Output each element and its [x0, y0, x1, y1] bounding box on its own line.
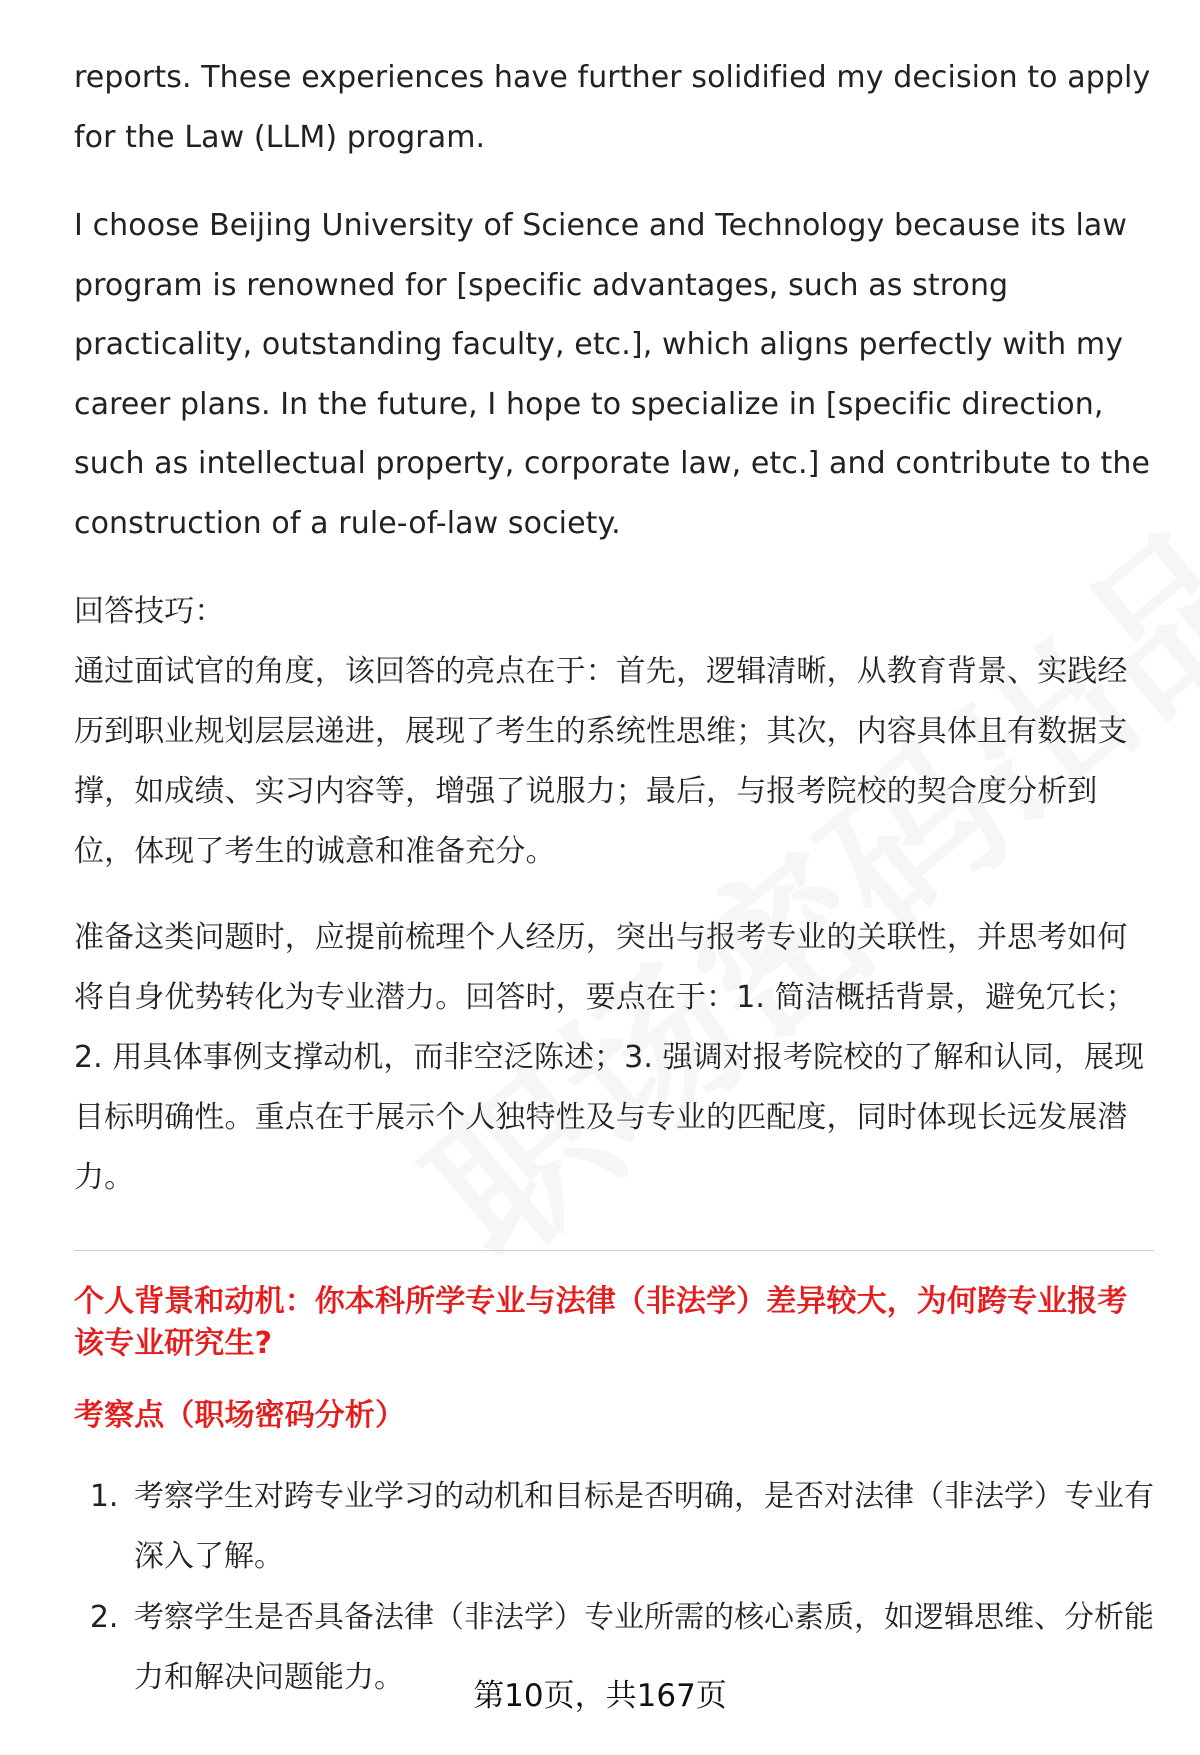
page-footer: 第10页，共167页	[473, 1678, 727, 1714]
list-item: 1. 考察学生对跨专业学习的动机和目标是否明确，是否对法律（非法学）专业有深入了解。	[128, 1467, 1154, 1586]
tips-paragraph-2: 准备这类问题时，应提前梳理个人经历，突出与报考专业的关联性，并思考如何将自身优势转化为专业潜力。回答时，要点在于：1. 简洁概括背景，避免冗长；2. 用具体事例支撑动机，而非空泛陈述；3. 强调对报考院校的了解和认同，展现目标明确性。重点在于展示个人独特性及与专业的匹配度，同时体现长远发展潜力。	[74, 920, 1145, 1195]
list-item: 2. 考察学生是否具备法律（非法学）专业所需的核心素质，如逻辑思维、分析能力和解决问题能力。	[128, 1588, 1154, 1707]
tips-title: 回答技巧：	[74, 594, 225, 629]
question-title: 个人背景和动机：你本科所学专业与法律（非法学）差异较大，为何跨专业报考该专业研究生?	[74, 1284, 1128, 1361]
section-divider	[74, 1250, 1154, 1251]
answer-paragraph-1: reports. These experiences have further solidified my decision to apply for the Law (LLM) program.	[74, 60, 1151, 155]
tips-paragraph-1: 通过面试官的角度，该回答的亮点在于：首先，逻辑清晰，从教育背景、实践经历到职业规划层层递进，展现了考生的系统性思维；其次，内容具体且有数据支撑，如成绩、实习内容等，增强了说服力；最后，与报考院校的契合度分析到位，体现了考生的诚意和准备充分。	[74, 654, 1128, 869]
answer-paragraph-2: I choose Beijing University of Science and Technology because its law program is renowned for [specific advantages, such as strong practicality, outstanding faculty, etc.], which aligns perfectly with my career plans. In the future, I hope to specialize in [specific direction, such as intellectual property, corporate law, etc.] and contribute to the construction of a rule-of-law society.	[74, 208, 1151, 541]
page-content	[74, 48, 1154, 1709]
assessment-subheading: 考察点（职场密码分析）	[74, 1398, 406, 1433]
